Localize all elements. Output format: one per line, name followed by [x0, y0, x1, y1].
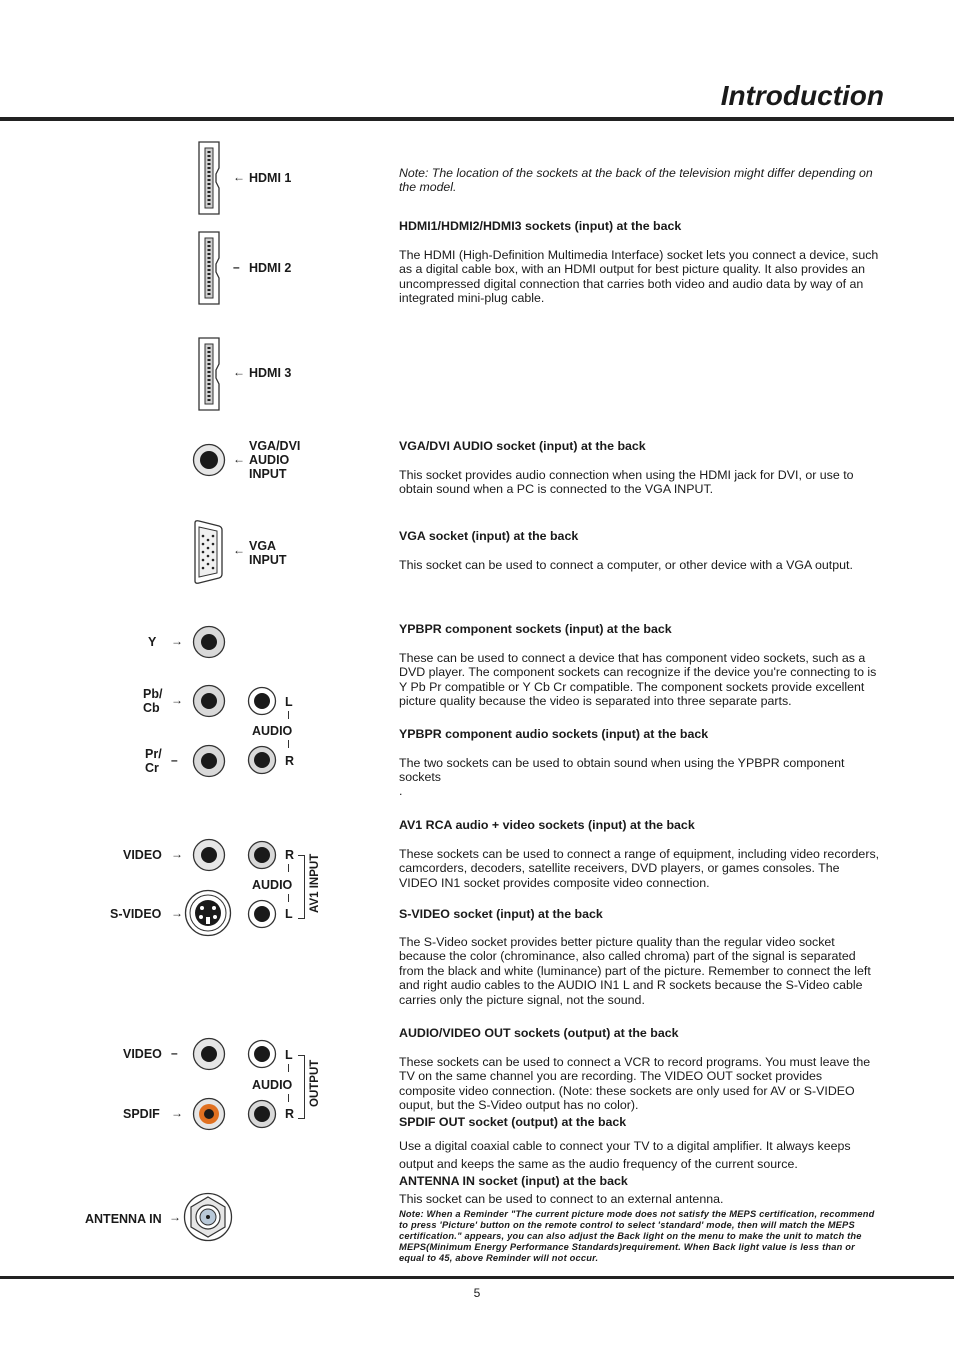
meps-note: Note: When a Reminder "The current picture mode does not satisfy the MEPS certification, recommend to press 'Picture' button on the remote control to select 'standard' mode, then will match the MEPS certification." appears, you can also adjust the Back light on the menu to make the unit to match the MEPS(Minimum Energy Performance Standards)requirement. When Back light value is less than or equal to 45, above Reminder will not occur. [399, 1209, 875, 1263]
av1-video-label: VIDEO [123, 848, 162, 862]
rca-jack-icon [192, 838, 226, 872]
s-video-connector-icon [184, 889, 232, 937]
av1-audio-l-label: L [285, 907, 293, 921]
ypbpr-audio-body: The two sockets can be used to obtain sound when using the YPBPR component sockets [399, 756, 845, 785]
vga-dvi-heading: VGA/DVI AUDIO socket (input) at the back [399, 439, 646, 453]
av1-audio-label: AUDIO [252, 878, 293, 892]
rca-jack-icon [192, 744, 226, 778]
component-audio-r-label: R [285, 754, 295, 768]
output-label: OUTPUT [309, 1059, 321, 1107]
rca-jack-icon [192, 684, 226, 718]
out-audio-label: AUDIO [252, 1078, 293, 1092]
audio-jack-icon [247, 686, 277, 716]
av-out-body: These sockets can be used to connect a VCR to record programs. You must leave the TV on the same channel you are recording. The VIDEO OUT socket provides composite video connection. (Note: these sockets are only used for AV or S-VIDEO ouput, but the S-Video output has no color). [399, 1055, 871, 1113]
antenna-heading: ANTENNA IN socket (input) at the back [399, 1174, 628, 1188]
antenna-body: This socket can be used to connect to an external antenna. [399, 1192, 724, 1206]
hdmi-body: The HDMI (High-Definition Multimedia Interface) socket lets you connect a device, such as a digital cable box, with an HDMI output for best picture quality. It also provides an uncompressed digital connection that carries both video and audio data by way of an integrated mini-plug cable. [399, 248, 879, 306]
antenna-label: ANTENNA IN [85, 1212, 162, 1226]
spdif-body: Use a digital coaxial cable to connect your TV to a digital amplifier. It always keeps output and keeps the same as the audio frequency of the current source. [399, 1139, 851, 1171]
ypbpr-audio-heading: YPBPR component audio sockets (input) at the back [399, 727, 709, 741]
pr-cr-label: Pr/ Cr [145, 747, 162, 775]
ypbpr-audio-dot: . [399, 784, 403, 798]
av1-heading: AV1 RCA audio + video sockets (input) at the back [399, 818, 695, 832]
hdmi-connector-icon [196, 140, 222, 216]
av1-svideo-label: S-VIDEO [110, 907, 162, 921]
footer-rule [0, 1276, 954, 1279]
out-audio-l-label: L [285, 1048, 293, 1062]
component-audio-label: AUDIO [252, 724, 293, 738]
out-video-label: VIDEO [123, 1047, 162, 1061]
av-out-heading: AUDIO/VIDEO OUT sockets (output) at the back [399, 1026, 679, 1040]
antenna-connector-icon [183, 1192, 233, 1242]
av1-body: These sockets can be used to connect a range of equipment, including video recorders, camcorders, decoders, satellite receivers, DVD players, or games consoles. The VIDEO IN1 socket provides composite video connection. [399, 847, 880, 890]
rca-jack-icon [247, 840, 277, 870]
av1-input-label: AV1 INPUT [309, 853, 321, 913]
spdif-jack-icon [192, 1097, 226, 1131]
ypbpr-body: These can be used to connect a device that has component video sockets, such as a DVD player. The component sockets can recognize if the device you're connecting to is Y Pb Pr compatible or Y Cb Cr compatible. The component sockets provide excellent picture quality because the video is separated into three separate parts. [399, 651, 877, 709]
av1-audio-r-label: R [285, 848, 295, 862]
rca-jack-icon [192, 1037, 226, 1071]
header-rule [0, 117, 954, 121]
hdmi3-label: HDMI 3 [249, 366, 292, 380]
hdmi-heading: HDMI1/HDMI2/HDMI3 sockets (input) at the back [399, 219, 682, 233]
hdmi2-label: HDMI 2 [249, 261, 292, 275]
vga-connector-icon [192, 519, 224, 585]
component-audio-l-label: L [285, 695, 293, 709]
hdmi-connector-icon [196, 336, 222, 412]
svideo-body: The S-Video socket provides better picture quality than the regular video socket because the color (chrominance, also called chroma) part of the signal is separated from the black and white (luminance) part of the picture. Remember to connect the left and right audio cables to the AUDIO IN1 L and R sockets because the S-Video cable carries only the picture signal, not the sound. [399, 935, 871, 1007]
vga-input-label: VGA INPUT [249, 539, 287, 567]
ypbpr-heading: YPBPR component sockets (input) at the back [399, 622, 672, 636]
pb-cb-label: Pb/ Cb [143, 687, 163, 715]
out-audio-r-label: R [285, 1107, 295, 1121]
spdif-heading: SPDIF OUT socket (output) at the back [399, 1115, 627, 1129]
page-title: Introduction [720, 80, 884, 111]
y-label: Y [148, 635, 157, 649]
rca-jack-icon [192, 625, 226, 659]
page-number: 5 [473, 1286, 481, 1300]
out-spdif-label: SPDIF [123, 1107, 160, 1121]
vga-dvi-audio-label: VGA/DVI AUDIO INPUT [249, 439, 301, 481]
audio-jack-icon [247, 1039, 277, 1069]
svideo-heading: S-VIDEO socket (input) at the back [399, 907, 603, 921]
rca-jack-icon [247, 1099, 277, 1129]
audio-jack-icon [247, 899, 277, 929]
vga-dvi-body: This socket provides audio connection when using the HDMI jack for DVI, or use to obtain sound when a PC is connected to the VGA INPUT. [399, 468, 854, 497]
hdmi1-label: HDMI 1 [249, 171, 292, 185]
hdmi-connector-icon [196, 230, 222, 306]
rca-jack-icon [247, 745, 277, 775]
vga-body: This socket can be used to connect a computer, or other device with a VGA output. [399, 558, 853, 572]
intro-note: Note: The location of the sockets at the back of the television might differ depending on the model. [399, 166, 873, 194]
vga-heading: VGA socket (input) at the back [399, 529, 579, 543]
audio-jack-icon [192, 443, 226, 477]
